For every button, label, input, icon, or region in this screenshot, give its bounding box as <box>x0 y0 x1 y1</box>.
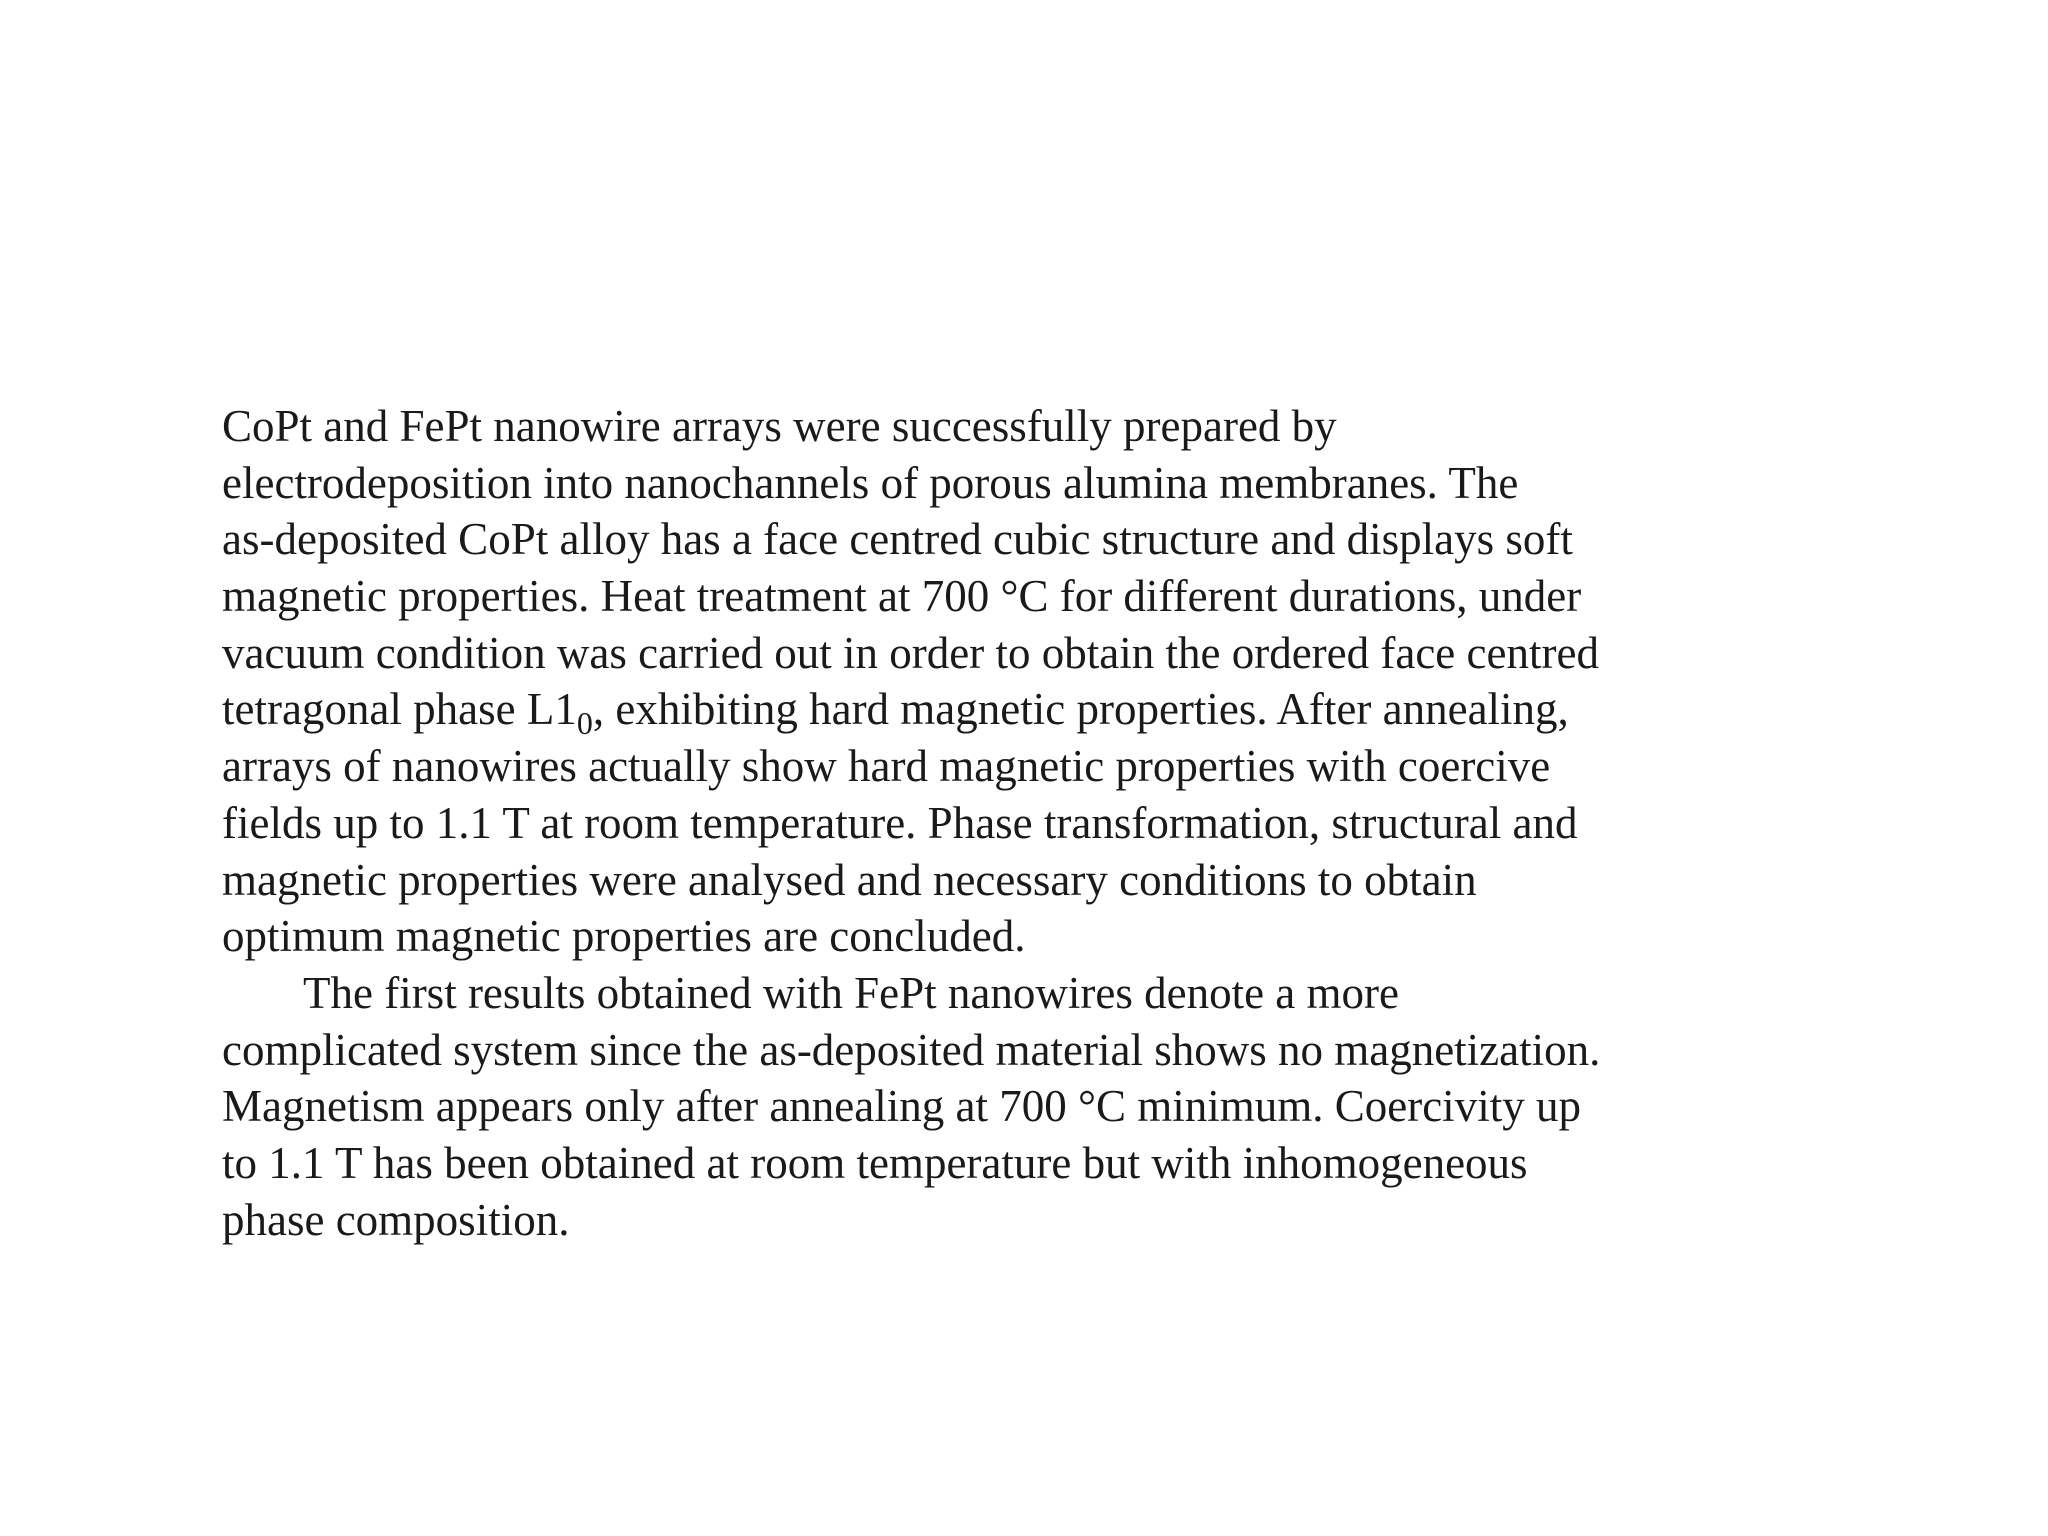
abstract-text <box>222 398 1922 1245</box>
abstract-line: Magnetism appears only after annealing at 700 °C minimum. Coercivity up <box>222 1081 1581 1132</box>
abstract-line: optimum magnetic properties are concluded. <box>222 911 1026 962</box>
abstract-line: to 1.1 T has been obtained at room temperature but with inhomogeneous <box>222 1137 1528 1188</box>
abstract-line: fields up to 1.1 T at room temperature. Phase transformation, structural and <box>222 797 1578 848</box>
phase-text: tetragonal phase L1 <box>222 684 577 735</box>
abstract-line: vacuum condition was carried out in order to obtain the ordered face centred <box>222 627 1599 678</box>
abstract-line: as-deposited CoPt alloy has a face centred cubic structure and displays soft <box>222 514 1573 565</box>
phase-text-after: , exhibiting hard magnetic properties. After annealing, <box>592 684 1569 735</box>
abstract-line: electrodeposition into nanochannels of porous alumina membranes. The <box>222 457 1519 508</box>
abstract-line: complicated system since the as-deposited material shows no magnetization. <box>222 1024 1601 1075</box>
abstract-line: CoPt and FePt nanowire arrays were successfully prepared by <box>222 401 1337 451</box>
abstract-line: phase composition. <box>222 1194 570 1245</box>
phase-subscript: 0 <box>576 705 593 742</box>
abstract-line: The first results obtained with FePt nanowires denote a more <box>303 967 1399 1018</box>
abstract-line-phase <box>222 681 1922 742</box>
abstract-line: magnetic properties were analysed and necessary conditions to obtain <box>222 854 1477 905</box>
abstract-line: magnetic properties. Heat treatment at 700 °C for different durations, under <box>222 571 1582 622</box>
abstract-line: arrays of nanowires actually show hard magnetic properties with coercive <box>222 741 1551 792</box>
